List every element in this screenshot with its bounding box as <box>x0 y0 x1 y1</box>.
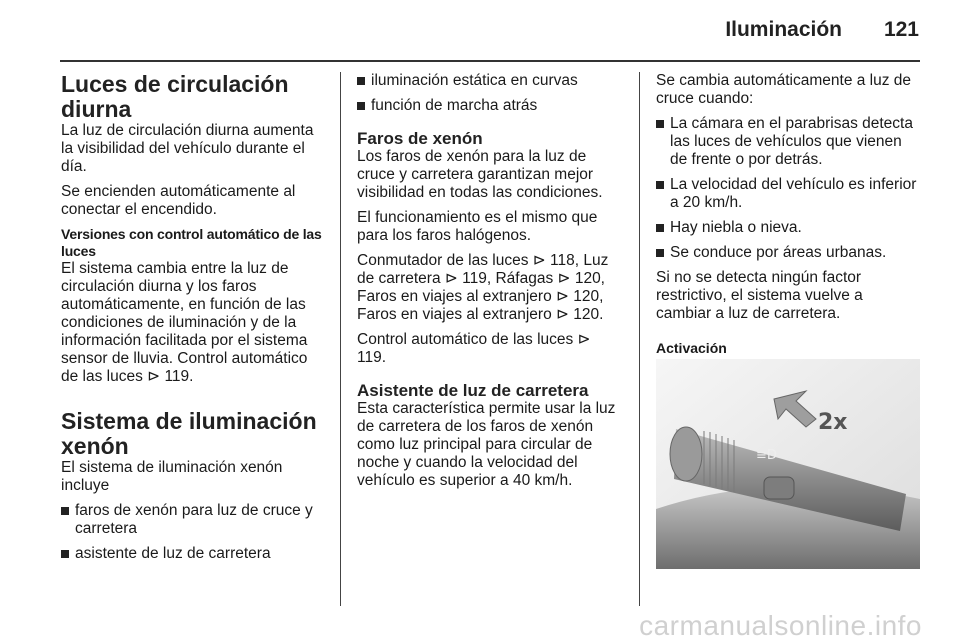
list-item-text: La cámara en el parabrisas detecta las luces de vehículos que vienen de frente o por detrás. <box>670 115 913 168</box>
paragraph: El funcionamiento es el mismo que para los faros halógenos. <box>357 209 598 244</box>
column-divider <box>639 72 640 606</box>
list-item-text: Se conduce por áreas urbanas. <box>670 244 887 261</box>
list-item <box>61 502 325 538</box>
heading-xenon-headlights: Faros de xenón <box>357 129 483 148</box>
figure-label: 2x <box>818 410 848 435</box>
light-switch-figure <box>656 359 920 569</box>
paragraph: Control automático de las luces ⊳ 119. <box>357 331 591 366</box>
list-item <box>61 545 325 563</box>
list-item <box>656 219 922 237</box>
list-item <box>357 72 623 90</box>
column-1 <box>61 72 325 570</box>
list-item <box>656 115 922 169</box>
page-number: 121 <box>883 18 919 41</box>
subheading-activation: Activación <box>656 340 727 356</box>
paragraph: El sistema de iluminación xenón incluye <box>61 459 283 494</box>
list-item <box>656 244 922 262</box>
heading-high-beam-assist: Asistente de luz de carretera <box>357 381 589 400</box>
list-item-text: iluminación estática en curvas <box>371 72 578 89</box>
subheading-auto-light-control: Versiones con control automático de las luces <box>61 226 322 259</box>
bullet-icon <box>656 224 664 232</box>
bullet-list <box>656 115 922 262</box>
list-item-text: asistente de luz de carretera <box>75 545 271 562</box>
column-3 <box>656 72 922 357</box>
watermark: carmanualsonline.info <box>639 610 922 641</box>
section-title: Iluminación <box>725 18 842 41</box>
column-2 <box>357 72 623 497</box>
column-divider <box>340 72 341 606</box>
list-item <box>357 97 623 115</box>
stalk-button <box>764 477 794 499</box>
list-item-text: faros de xenón para luz de cruce y carretera <box>75 502 313 537</box>
heading-daytime-running-lights: Luces de circulación diurna <box>61 71 289 122</box>
page-header <box>60 0 920 62</box>
light-switch-illustration <box>656 359 920 569</box>
paragraph: Se cambia automáticamente a luz de cruce cuando: <box>656 72 912 107</box>
paragraph: Los faros de xenón para la luz de cruce y carretera garantizan mejor visibilidad en todas las condiciones. <box>357 148 603 201</box>
list-item-text: La velocidad del vehículo es inferior a 20 km/h. <box>670 176 917 211</box>
list-item-text: función de marcha atrás <box>371 97 538 114</box>
bullet-icon <box>656 120 664 128</box>
list-item-text: Hay niebla o nieva. <box>670 219 802 236</box>
bullet-list <box>357 72 623 115</box>
bullet-icon <box>357 102 365 110</box>
paragraph: Se encienden automáticamente al conectar el encendido. <box>61 183 296 218</box>
bullet-icon <box>61 550 69 558</box>
headlight-symbol-icon: ≡D <box>756 448 777 463</box>
paragraph: El sistema cambia entre la luz de circulación diurna y los faros automáticamente, en función de las condiciones de iluminación y de la información facilitada por el sistema sensor de lluvia. Control automático de las luces ⊳ 119. <box>61 260 308 385</box>
bullet-icon <box>656 181 664 189</box>
paragraph: La luz de circulación diurna aumenta la visibilidad del vehículo durante el día. <box>61 122 314 175</box>
heading-xenon-system: Sistema de iluminación xenón <box>61 408 317 459</box>
paragraph: Conmutador de las luces ⊳ 118, Luz de carretera ⊳ 119, Ráfagas ⊳ 120, Faros en viajes al extranjero ⊳ 120, Faros en viajes al extranjero ⊳ 120. <box>357 252 609 323</box>
bullet-icon <box>656 249 664 257</box>
stalk-end-ring <box>670 427 702 481</box>
bullet-list <box>61 502 325 563</box>
bullet-icon <box>61 507 69 515</box>
list-item <box>656 176 922 212</box>
paragraph: Si no se detecta ningún factor restrictivo, el sistema vuelve a cambiar a luz de carretera. <box>656 269 863 322</box>
paragraph: Esta característica permite usar la luz de carretera de los faros de xenón como luz principal para circular de noche y cuando la velocidad del vehículo es superior a 40 km/h. <box>357 400 616 489</box>
bullet-icon <box>357 77 365 85</box>
